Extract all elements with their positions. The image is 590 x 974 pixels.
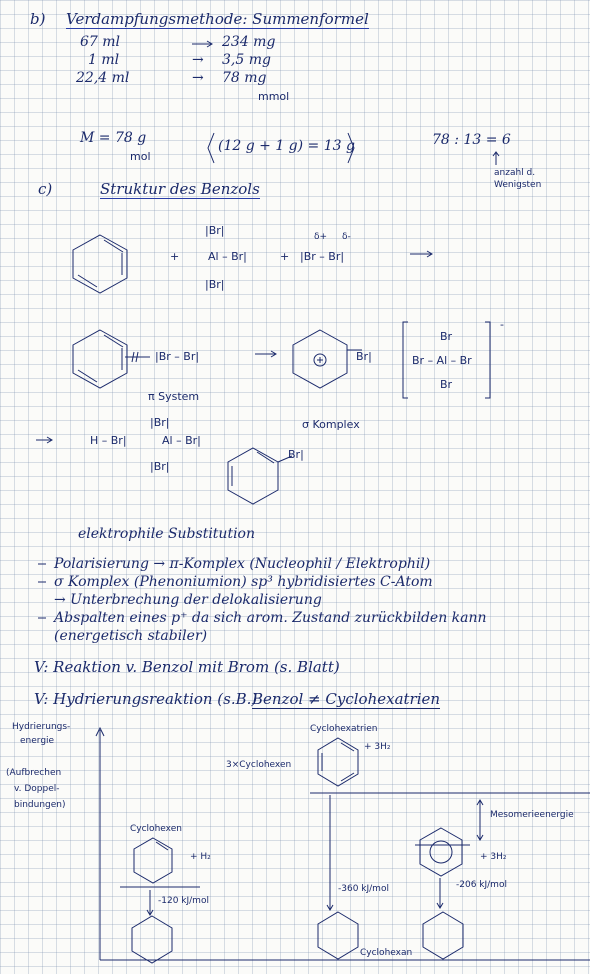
section-b-heading: Verdampfungsmethode: Summenformel [66,10,369,28]
plus-3h2-top: + 3H₂ [364,742,391,752]
product-br: Br| [288,448,304,461]
y-axis-label-2: energie [20,736,55,746]
unit-mmol: mmol [258,90,290,103]
row-right: 78 mg [222,70,267,86]
albr3b-bottom: |Br| [150,460,170,473]
delta-206: -206 kJ/mol [456,880,507,890]
mg-arrows [192,41,212,47]
row-left: 67 ml [80,34,121,50]
bullet-sigma-complex: σ Komplex (Phenoniumion) sp³ hybridisiertes C-Atom [54,574,433,590]
cyclohexatrien-label: Cyclohexatrien [310,724,378,734]
plus-3h2-benzol: + 3H₂ [480,852,507,862]
delta-plus: δ+ [314,232,328,242]
ratio-arrow [493,152,499,165]
bullet-dashes [38,564,46,618]
cyclohexan-rings [132,912,463,963]
energy-axes [96,728,590,960]
three-cyclohexen: 3×Cyclohexen [226,760,292,770]
benzene-ring-kekule [73,235,127,293]
delta-120: -120 kJ/mol [158,896,209,906]
benzene-ring-pi [73,330,150,388]
note-3: bindungen) [14,800,66,810]
ratio-note-1: anzahl d. [494,168,536,178]
row-left: 22,4 ml [76,70,130,86]
delta-minus: δ- [342,232,351,242]
albr4-top: Br [440,330,453,343]
cyclohexen-label: Cyclohexen [130,824,182,834]
bromobenzene-ring [228,448,292,504]
benzol-ring [415,828,470,876]
plus-sign-2: + [280,250,290,263]
mesomerie-label: Mesomerieenergie [490,810,574,820]
albr3b-middle: Al – Br| [162,434,201,447]
sigma-complex-label: σ Komplex [302,418,360,431]
row-left: 1 ml [88,52,120,68]
albr4-charge: - [500,318,504,331]
bromine-molecule: |Br – Br| [300,250,345,263]
ratio-note-2: Wenigsten [494,180,542,190]
bullet-polarisierung: Polarisierung → π-Komplex (Nucleophil / Elektrophil) [54,556,431,572]
section-b-marker: b) [30,10,46,28]
plus-sign: + [170,250,180,263]
albr3-top: |Br| [205,224,225,237]
note-2: v. Doppel- [14,784,60,794]
plus-h2: + H₂ [190,852,211,862]
albr4-bottom: Br [440,378,453,391]
hydrogen-bromide: H – Br| [90,434,127,447]
cyclohexan-label: Cyclohexan [360,948,413,958]
row-right: 234 mg [222,34,276,50]
pi-complex-br2: |Br – Br| [155,350,200,363]
experiment-hydration-prefix: V: Hydrierungsreaktion (s.B.) [34,690,258,708]
ratio-result: 78 : 13 = 6 [432,132,511,148]
y-axis-label-1: Hydrierungs- [12,722,71,732]
delta-360: -360 kJ/mol [338,884,389,894]
albr3-bottom: |Br| [205,278,225,291]
sigma-complex-ring [293,330,362,388]
formula-sum: (12 g + 1 g) = 13 g [218,138,355,154]
molar-mass-unit: mol [130,150,151,163]
molar-mass-formula: M = 78 g [80,130,147,146]
experiment-hydration-claim: Benzol ≠ Cyclohexatrien [252,690,441,708]
note-1: (Aufbrechen [6,768,62,778]
section-c-heading: Struktur des Benzols [100,180,260,198]
pi-system-label: π System [148,390,200,403]
mechanism-title: elektrophile Substitution [78,526,255,542]
cyclohexen-ring [120,838,200,887]
albr3-middle: Al – Br| [208,250,247,263]
reaction-arrow-2 [255,351,276,357]
row-arrow: → [192,70,204,86]
mesomerie-arrow [477,800,483,840]
experiment-bromine: V: Reaktion v. Benzol mit Brom (s. Blatt) [34,658,340,676]
reaction-arrow-3 [36,437,52,443]
reaction-arrow-1 [410,251,432,257]
sigma-br: Br| [356,350,372,363]
bullet-sub-delokalisierung: → Unterbrechung der delokalisierung [54,592,322,608]
bullet-sub-stabiler: (energetisch stabiler) [54,628,208,644]
section-c-marker: c) [38,180,53,198]
albr3b-top: |Br| [150,416,170,429]
cyclohexatrien-ring [310,738,590,793]
row-right: 3,5 mg [222,52,271,68]
albr4-middle: Br – Al – Br [412,354,472,367]
bullet-abspalten: Abspalten eines p⁺ da sich arom. Zustand zurückbilden kann [54,610,487,626]
row-arrow: → [192,52,204,68]
